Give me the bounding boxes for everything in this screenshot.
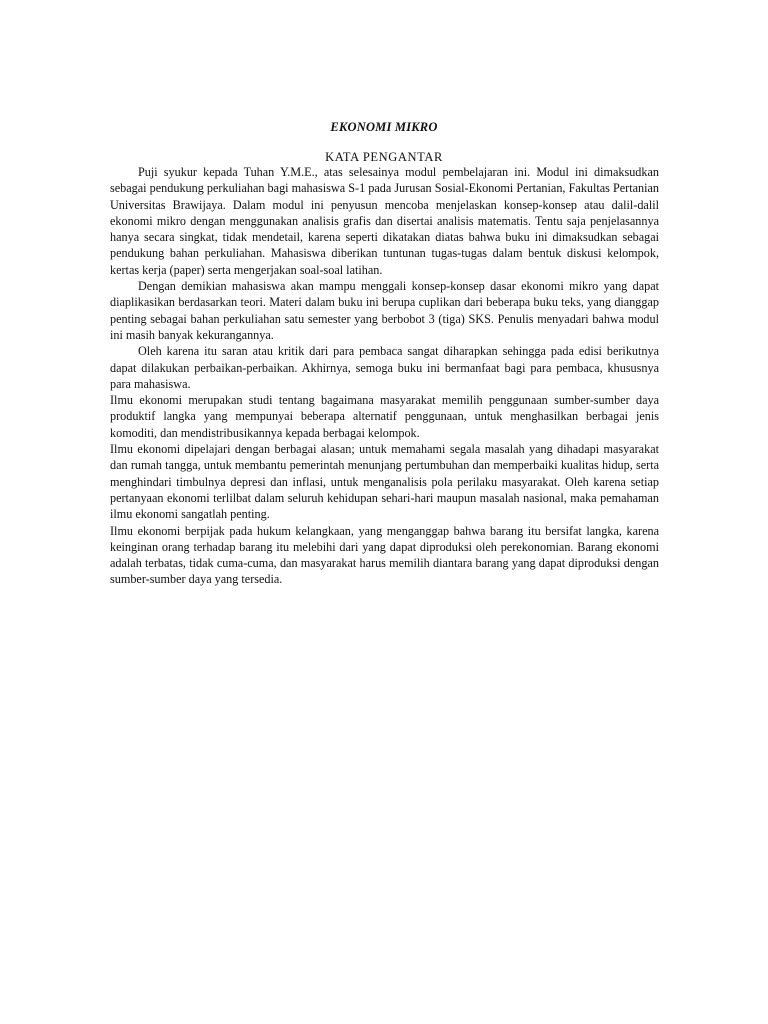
section-heading: KATA PENGANTAR (325, 150, 443, 164)
document-body (110, 164, 659, 588)
paragraph-definisi-ilmu-ekonomi: Ilmu ekonomi merupakan studi tentang bagaimana masyarakat memilih penggunaan sumber-sumber daya produktif langka yang mempunyai beberapa alternatif penggunaan, untuk menghasilkan berbagai jenis komoditi, dan mendistribusikannya kepada berbagai kelompok. (110, 393, 659, 440)
paragraph-hukum-kelangkaan: Ilmu ekonomi berpijak pada hukum kelangkaan, yang menganggap bahwa barang itu bersifat langka, karena keinginan orang terhadap barang itu melebihi dari yang dapat diproduksi oleh perekonomian. Barang ekonomi adalah terbatas, tidak cuma-cuma, dan masyarakat harus memilih diantara barang yang dapat diproduksi dengan sumber-sumber daya yang tersedia. (110, 523, 659, 587)
document-title: EKONOMI MIKRO (330, 120, 438, 134)
paragraph-saran: Oleh karena itu saran atau kritik dari para pembaca sangat diharapkan sehingga pada edisi berikutnya dapat dilakukan perbaikan-perbaikan. Akhirnya, semoga buku ini bermanfaat bagi para pembaca, khususnya para mahasiswa. (110, 344, 659, 391)
paragraph-kata-pengantar: Puji syukur kepada Tuhan Y.M.E., atas selesainya modul pembelajaran ini. Modul ini dimaksudkan sebagai pendukung perkuliahan bagi mahasiswa S-1 pada Jurusan Sosial-Ekonomi Pertanian, Fakultas Pertanian Universitas Brawijaya. Dalam modul ini penyusun mencoba menjelaskan konsep-konsep atau dalil-dalil ekonomi mikro dengan menggunakan analisis grafis dan disertai analisis matematis. Tentu saja penjelasannya hanya secara singkat, tidak mendetail, karena seperti dikatakan diatas bahwa buku ini dimaksudkan sebagai pendukung bahan perkuliahan. Mahasiswa diberikan tuntunan tugas-tugas dalam bentuk diskusi kelompok, kertas kerja (paper) serta mengerjakan soal-soal latihan. (110, 165, 659, 277)
paragraph-tujuan: Dengan demikian mahasiswa akan mampu menggali konsep-konsep dasar ekonomi mikro yang dapat diaplikasikan berdasarkan teori. Materi dalam buku ini berupa cuplikan dari beberapa buku teks, yang dianggap penting sebagai bahan perkuliahan satu semester yang berbobot 3 (tiga) SKS. Penulis menyadari bahwa modul ini masih banyak kekurangannya. (110, 279, 659, 342)
paragraph-alasan-mempelajari: Ilmu ekonomi dipelajari dengan berbagai alasan; untuk memahami segala masalah yang dihadapi masyarakat dan rumah tangga, untuk membantu pemerintah menunjang pertumbuhan dan memperbaiki kualitas hidup, serta menghindari timbulnya depresi dan inflasi, untuk menganalisis pola perilaku masyarakat. Oleh karena setiap pertanyaan ekonomi terlilbat dalam seluruh kehidupan sehari-hari maupun masalah nasional, maka pemahaman ilmu ekonomi sangatlah penting. (110, 442, 659, 522)
